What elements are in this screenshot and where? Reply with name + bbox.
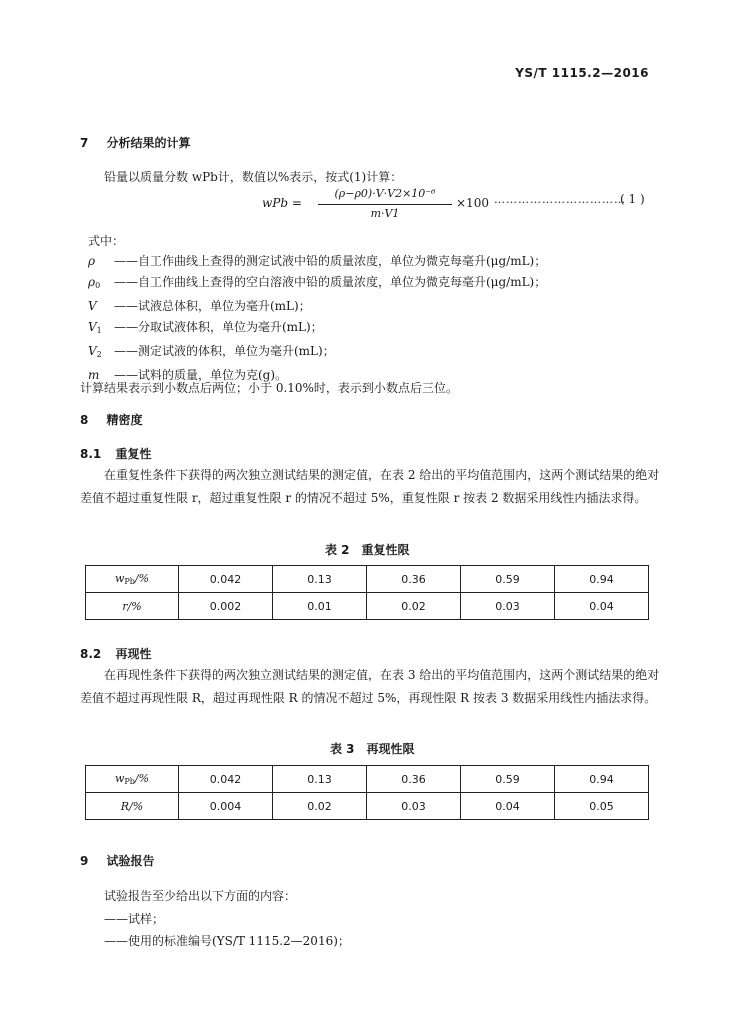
report-item: ——试样； bbox=[104, 912, 165, 926]
table-cell: 0.04 bbox=[461, 793, 555, 820]
table-cell: 0.13 bbox=[273, 766, 367, 793]
variable-item: $\rho_0$ ——自工作曲线上查得的空白溶液中铅的质量浓度，单位为微克每毫升(μg/mL)； bbox=[88, 275, 547, 290]
subsection-number: 8.1 bbox=[80, 447, 102, 461]
section-number: 7 bbox=[80, 136, 89, 150]
section-title: 精密度 bbox=[106, 413, 143, 427]
section-8-1-heading bbox=[80, 445, 151, 462]
formula-number: ( 1 ) bbox=[620, 192, 645, 206]
row-header: R/% bbox=[86, 793, 179, 820]
standard-code-header: YS/T 1115.2—2016 bbox=[515, 66, 649, 80]
table-cell: 0.01 bbox=[273, 593, 367, 620]
table-cell: 0.02 bbox=[273, 793, 367, 820]
table-3-reproducibility bbox=[85, 765, 649, 820]
section-9-heading bbox=[80, 852, 155, 869]
table-cell: 0.36 bbox=[367, 766, 461, 793]
formula-lhs: wPb = bbox=[262, 196, 302, 210]
repeatability-paragraph: 在重复性条件下获得的两次独立测试结果的测定值，在表 2 给出的平均值范围内，这两个测试结果的绝对差值不超过重复性限 r，超过重复性限 r 的情况不超过 5%，重复性限 r 按表 2 数据采用线性内插法求得。 bbox=[80, 468, 660, 505]
formula-fraction bbox=[316, 187, 454, 220]
variable-item: m ——试料的质量，单位为克(g)。 bbox=[88, 368, 288, 382]
variable-item: $V_2$ ——测定试液的体积，单位为毫升(mL)； bbox=[88, 344, 335, 359]
rounding-note: 计算结果表示到小数点后两位；小于 0.10%时，表示到小数点后三位。 bbox=[80, 381, 458, 395]
row-header: $w_{Pb}/\%$ bbox=[86, 566, 179, 593]
reproducibility-paragraph: 在再现性条件下获得的两次独立测试结果的测定值，在表 3 给出的平均值范围内，这两个测试结果的绝对差值不超过再现性限 R，超过再现性限 R 的情况不超过 5%，再现性限 R 按表 3 数据采用线性内插法求得。 bbox=[80, 668, 660, 705]
table-3-caption: 表 3 再现性限 bbox=[330, 742, 415, 756]
subsection-title: 再现性 bbox=[115, 647, 152, 661]
table-cell: 0.03 bbox=[461, 593, 555, 620]
section-number: 8 bbox=[80, 413, 89, 427]
row-header: r/% bbox=[86, 593, 179, 620]
table-row bbox=[86, 766, 649, 793]
table-2-caption: 表 2 重复性限 bbox=[325, 543, 410, 557]
fraction-line bbox=[318, 204, 452, 205]
table-cell: 0.94 bbox=[555, 566, 649, 593]
table-2-repeatability bbox=[85, 565, 649, 620]
formula-1 bbox=[262, 187, 489, 223]
row-header: $w_{Pb}/\%$ bbox=[86, 766, 179, 793]
table-cell: 0.03 bbox=[367, 793, 461, 820]
table-cell: 0.59 bbox=[461, 766, 555, 793]
report-intro: 试验报告至少给出以下方面的内容： bbox=[104, 889, 297, 903]
table-cell: 0.042 bbox=[179, 566, 273, 593]
formula-times-100: ×100 bbox=[456, 196, 489, 210]
variable-item: ρ ——自工作曲线上查得的测定试液中铅的质量浓度，单位为微克每毫升(μg/mL)； bbox=[88, 254, 547, 268]
section-7-heading bbox=[80, 134, 191, 151]
table-row bbox=[86, 593, 649, 620]
variable-list bbox=[88, 251, 546, 386]
formula-leader-dots: …………………………… bbox=[494, 193, 626, 206]
table-cell: 0.042 bbox=[179, 766, 273, 793]
report-item: ——使用的标准编号(YS/T 1115.2—2016)； bbox=[104, 934, 350, 948]
formula-denominator: m·V1 bbox=[370, 207, 400, 220]
formula-numerator: (ρ−ρ0)·V·V2×10⁻⁶ bbox=[334, 187, 436, 200]
table-cell: 0.36 bbox=[367, 566, 461, 593]
table-cell: 0.05 bbox=[555, 793, 649, 820]
variable-item: $V_1$ ——分取试液体积，单位为毫升(mL)； bbox=[88, 320, 323, 335]
table-cell: 0.59 bbox=[461, 566, 555, 593]
table-row bbox=[86, 793, 649, 820]
section-number: 9 bbox=[80, 854, 89, 868]
section-8-heading bbox=[80, 411, 143, 428]
section-title: 试验报告 bbox=[106, 854, 155, 868]
variable-item: V ——试液总体积，单位为毫升(mL)； bbox=[88, 299, 311, 313]
where-label: 式中： bbox=[88, 234, 125, 248]
formula-intro: 铅量以质量分数 wPb计，数值以%表示，按式(1)计算： bbox=[104, 170, 403, 184]
subsection-title: 重复性 bbox=[115, 447, 152, 461]
table-cell: 0.13 bbox=[273, 566, 367, 593]
table-cell: 0.94 bbox=[555, 766, 649, 793]
section-title: 分析结果的计算 bbox=[106, 136, 191, 150]
table-cell: 0.004 bbox=[179, 793, 273, 820]
table-row bbox=[86, 566, 649, 593]
table-cell: 0.04 bbox=[555, 593, 649, 620]
table-cell: 0.002 bbox=[179, 593, 273, 620]
section-8-2-heading bbox=[80, 645, 151, 662]
subsection-number: 8.2 bbox=[80, 647, 102, 661]
table-cell: 0.02 bbox=[367, 593, 461, 620]
